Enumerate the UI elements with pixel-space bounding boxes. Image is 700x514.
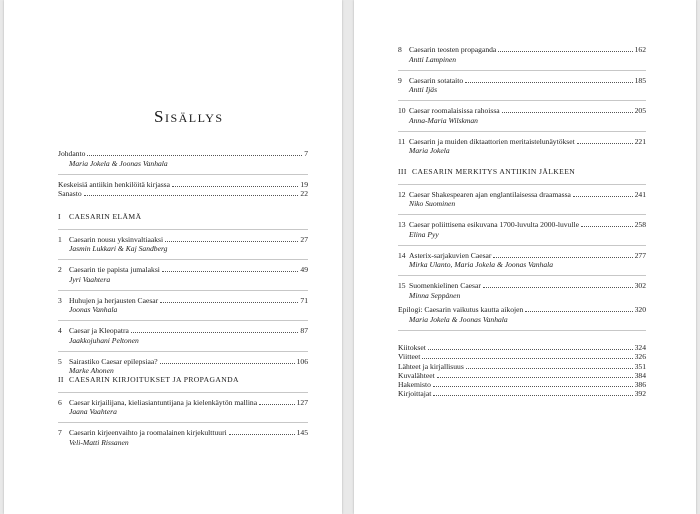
leader-dots — [165, 241, 298, 242]
divider — [398, 100, 646, 101]
entry-title: Lähteet ja kirjallisuus — [398, 361, 464, 371]
divider — [398, 70, 646, 71]
toc-entry-ch3[interactable] — [58, 296, 308, 315]
leader-dots — [428, 349, 633, 350]
leader-dots — [172, 186, 298, 187]
entry-number: 14 — [398, 250, 406, 260]
entry-title: Keskeisiä antiikin henkilöitä kirjassa — [58, 179, 170, 189]
heading-text: CAESARIN ELÄMÄ — [69, 212, 142, 221]
entry-authors: Anna-Maria Wilskman — [409, 115, 478, 125]
toc-entry-ch7[interactable] — [58, 428, 308, 447]
entry-authors: Maria Jokela & Joonas Vanhala — [409, 314, 508, 324]
entry-title: Kuvalähteet — [398, 370, 435, 380]
entry-page: 27 — [300, 234, 308, 244]
entry-page: 392 — [634, 389, 646, 399]
divider — [398, 131, 646, 132]
entry-authors: Antti Lampinen — [409, 54, 457, 64]
entry-number: 12 — [398, 189, 406, 199]
right-page — [354, 0, 696, 514]
leader-dots — [422, 358, 632, 359]
part2-continued — [398, 45, 646, 161]
toc-entry-ch1[interactable] — [58, 235, 308, 254]
leader-dots — [259, 404, 295, 405]
divider — [398, 184, 646, 185]
divider — [58, 422, 308, 423]
entry-title: Suomenkielinen Caesar — [409, 281, 481, 290]
divider — [58, 290, 308, 291]
entry-title: Caesarin ja muiden diktaattorien meritaistelunäytökset — [409, 136, 575, 146]
entry-page: 49 — [300, 265, 308, 274]
divider — [58, 229, 308, 230]
entry-title: Caesarin tie papista jumalaksi — [69, 265, 160, 274]
heading-text: CAESARIN MERKITYS ANTIIKIN JÄLKEEN — [412, 167, 576, 176]
entry-number: 4 — [58, 326, 62, 335]
entry-number: 7 — [58, 428, 62, 437]
toc-entry-ch4[interactable] — [58, 326, 308, 345]
entry-page: 258 — [634, 220, 646, 229]
entry-authors: Jaakkojuhani Peltonen — [69, 335, 139, 345]
entry-page: 162 — [634, 45, 646, 54]
backmatter-section — [398, 343, 646, 399]
part2-section — [58, 375, 308, 453]
toc-entry-ch10[interactable] — [398, 106, 646, 125]
entry-number: 6 — [58, 397, 62, 407]
leader-dots — [483, 287, 633, 288]
leader-dots — [160, 363, 295, 364]
leader-dots — [87, 155, 302, 156]
entry-authors: Antti Ijäs — [409, 85, 438, 94]
entry-page: 221 — [634, 136, 646, 146]
leader-dots — [577, 143, 633, 144]
entry-authors: Joonas Vanhala — [69, 305, 118, 314]
entry-page: 326 — [634, 352, 646, 362]
entry-title: Caesar Shakespearen ajan englantilaisessa draamassa — [409, 189, 571, 199]
toc-entry-kuvalahteet[interactable] — [398, 371, 646, 380]
divider — [398, 275, 646, 276]
entry-page: 205 — [634, 106, 646, 115]
part1-section — [58, 212, 308, 381]
toc-entry-epilogue[interactable] — [398, 305, 646, 324]
divider — [58, 174, 308, 175]
entry-page: 351 — [634, 361, 646, 371]
intro-section — [58, 149, 308, 220]
entry-number: III — [398, 167, 407, 176]
toc-entry-ch13[interactable] — [398, 220, 646, 239]
entry-page: 302 — [634, 281, 646, 290]
divider — [58, 392, 308, 393]
entry-title: Epilogi: Caesarin vaikutus kautta aikojen — [398, 305, 524, 314]
entry-page: 71 — [300, 295, 308, 305]
part-heading-1 — [58, 212, 308, 222]
entry-title: Hakemisto — [398, 380, 431, 390]
entry-page: 127 — [296, 397, 308, 407]
leader-dots — [502, 112, 633, 113]
leader-dots — [466, 368, 633, 369]
entry-authors: Jyri Vaahtera — [69, 274, 111, 284]
toc-entry-ch12[interactable] — [398, 190, 646, 209]
toc-entry-viitteet[interactable] — [398, 352, 646, 361]
entry-page: 384 — [634, 370, 646, 380]
entry-number: 2 — [58, 265, 62, 274]
entry-authors: Niko Suominen — [409, 199, 456, 208]
toc-entry-ch9[interactable] — [398, 76, 646, 95]
toc-entry-ch15[interactable] — [398, 281, 646, 300]
entry-title: Johdanto — [58, 149, 86, 158]
leader-dots — [131, 332, 299, 333]
entry-authors: Mirka Ulanto, Maria Jokela & Joonas Vanhala — [409, 260, 554, 269]
leader-dots — [433, 386, 633, 387]
leader-dots — [498, 51, 632, 52]
entry-number: II — [58, 375, 64, 384]
toc-entry-ch6[interactable] — [58, 398, 308, 417]
epilogue-section — [398, 305, 646, 336]
entry-page: 19 — [300, 179, 308, 189]
entry-title: Caesarin nousu yksinvaltiaaksi — [69, 234, 164, 244]
entry-title: Huhujen ja herjausten Caesar — [69, 295, 159, 305]
entry-title: Kirjoittajat — [398, 389, 432, 399]
entry-title: Caesar poliittisena esikuvana 1700-luvulta 2000-luvulle — [409, 220, 579, 229]
toc-entry-sanasto[interactable] — [58, 189, 308, 198]
entry-page: 324 — [634, 343, 646, 352]
entry-authors: Jasmin Lukkari & Kaj Sandberg — [69, 244, 168, 253]
toc-entry-hakemisto[interactable] — [398, 380, 646, 389]
toc-entry-kiitokset[interactable] — [398, 343, 646, 352]
entry-title: Caesar ja Kleopatra — [69, 326, 129, 335]
toc-entry-ch11[interactable] — [398, 137, 646, 156]
entry-authors: Elina Pyy — [409, 229, 439, 239]
entry-authors: Minna Seppänen — [409, 290, 461, 300]
leader-dots — [525, 311, 632, 312]
entry-number: 5 — [58, 356, 62, 366]
entry-page: 22 — [300, 188, 308, 198]
leader-dots — [581, 226, 633, 227]
entry-title: Sairastiko Caesar epilepsiaa? — [69, 356, 158, 366]
entry-title: Asterix-sarjakuvien Caesar — [409, 250, 492, 260]
part-heading-2 — [58, 375, 308, 385]
entry-title: Caesar kirjailijana, kieliasiantuntijana ja kielenkäytön mallina — [69, 397, 258, 407]
toc-entry-lahteet[interactable] — [398, 362, 646, 371]
toc-entry-ch5[interactable] — [58, 357, 308, 376]
left-page — [4, 0, 342, 514]
leader-dots — [573, 196, 633, 197]
entry-number: 10 — [398, 106, 406, 115]
divider — [398, 245, 646, 246]
leader-dots — [160, 302, 298, 303]
entry-page: 145 — [296, 428, 308, 437]
divider — [58, 351, 308, 352]
entry-number: 9 — [398, 75, 402, 85]
entry-title: Caesarin kirjeenvaihto ja roomalainen kirjekulttuuri — [69, 428, 227, 437]
part3-section — [398, 167, 646, 306]
toc-entry-ch14[interactable] — [398, 251, 646, 270]
toc-title: Sisällys — [154, 107, 224, 126]
toc-entry-henkilot[interactable] — [58, 180, 308, 189]
entry-title: Caesar roomalaisissa rahoissa — [409, 106, 500, 115]
entry-number: 1 — [58, 234, 62, 244]
heading-text: CAESARIN KIRJOITUKSET JA PROPAGANDA — [69, 375, 239, 384]
entry-number: 8 — [398, 45, 402, 54]
entry-authors: Maria Jokela & Joonas Vanhala — [69, 158, 168, 168]
entry-page: 241 — [634, 189, 646, 199]
entry-page: 106 — [296, 356, 308, 366]
entry-number: I — [58, 212, 61, 221]
divider — [58, 259, 308, 260]
part-heading-3 — [398, 167, 646, 177]
entry-page: 277 — [634, 250, 646, 260]
entry-authors: Marke Ahonen — [69, 366, 114, 375]
toc-entry-kirjoittajat[interactable] — [398, 389, 646, 398]
entry-page: 185 — [634, 75, 646, 85]
entry-authors: Jaana Vaahtera — [69, 407, 117, 416]
entry-page: 7 — [304, 149, 308, 158]
leader-dots — [493, 257, 632, 258]
entry-title: Viitteet — [398, 352, 421, 362]
entry-number: 13 — [398, 220, 406, 229]
toc-entry-ch8[interactable] — [398, 45, 646, 64]
entry-authors: Maria Jokela — [409, 146, 450, 155]
leader-dots — [465, 82, 632, 83]
entry-number: 15 — [398, 281, 406, 290]
leader-dots — [229, 434, 295, 435]
entry-authors: Veli-Matti Rissanen — [69, 437, 129, 447]
entry-number: 3 — [58, 295, 62, 305]
divider — [58, 320, 308, 321]
entry-title: Kiitokset — [398, 343, 426, 352]
divider — [398, 330, 646, 331]
leader-dots — [437, 377, 633, 378]
entry-page: 87 — [300, 326, 308, 335]
leader-dots — [162, 271, 299, 272]
entry-title: Caesarin sotataito — [409, 75, 464, 85]
entry-title: Sanasto — [58, 188, 82, 198]
divider — [398, 214, 646, 215]
leader-dots — [84, 195, 299, 196]
entry-page: 320 — [634, 305, 646, 314]
entry-number: 11 — [398, 136, 406, 146]
toc-entry-ch2[interactable] — [58, 265, 308, 284]
toc-entry-johdanto[interactable] — [58, 149, 308, 168]
leader-dots — [433, 395, 632, 396]
entry-page: 386 — [634, 380, 646, 390]
entry-title: Caesarin teosten propaganda — [409, 45, 497, 54]
